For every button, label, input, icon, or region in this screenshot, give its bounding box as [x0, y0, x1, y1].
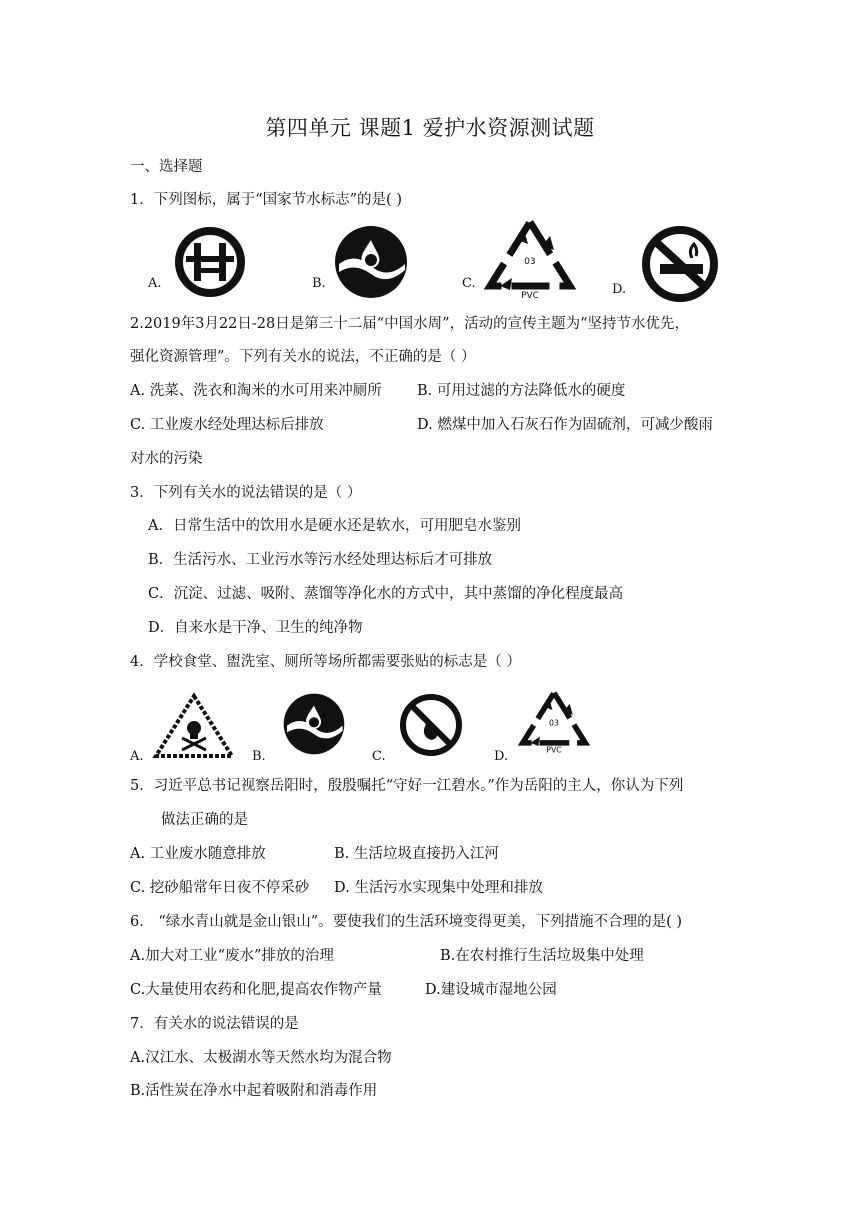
page-title: 第四单元 课题1 爱护水资源测试题 [265, 116, 595, 140]
recycle-pvc-icon [484, 216, 576, 300]
q6-option-d: D.建设城市湿地公园 [425, 982, 557, 998]
q3-option-b: B．生活污水、工业污水等污水经处理达标后才可排放 [148, 552, 493, 568]
q5-stem-line2: 做法正确的是 [161, 812, 248, 828]
q3-option-d: D．自来水是干净、卫生的纯净物 [148, 620, 363, 636]
q2-option-d-continued: 对水的污染 [130, 451, 203, 467]
q5-option-d: D. 生活污水实现集中处理和排放 [334, 880, 543, 896]
q2-option-a: A. 洗菜、洗衣和淘米的水可用来冲厕所 [130, 383, 382, 399]
national-water-saving-icon [333, 224, 409, 300]
recycle-code-label: PVC [521, 291, 539, 300]
q6-stem: 6． “绿水青山就是金山银山”。要使我们的生活环境变得更美，下列措施不合理的是( ) [130, 914, 683, 930]
q1-stem: 1．下列图标，属于“国家节水标志”的是( ) [130, 192, 402, 208]
q2-option-d: D. 燃煤中加入石灰石作为固硫剂，可减少酸雨 [417, 417, 713, 433]
q6-option-b: B.在农村推行生活垃圾集中处理 [440, 948, 644, 964]
no-smoking-icon [640, 224, 720, 304]
q7-option-a: A.汉江水、太极湖水等天然水均为混合物 [130, 1050, 392, 1066]
q2-option-b: B. 可用过滤的方法降低水的硬度 [417, 383, 626, 399]
q1-label-b: B. [312, 276, 326, 291]
no-fire-icon [398, 692, 464, 758]
q2-stem-line2: 强化资源管理”。下列有关水的说法，不正确的是（ ） [130, 349, 476, 365]
q4-label-c: C. [372, 749, 386, 764]
water-saving-circle-symbol-icon [172, 224, 248, 300]
q1-label-a: A. [148, 276, 162, 291]
q5-option-a: A. 工业废水随意排放 [130, 846, 266, 862]
national-water-saving-icon [282, 692, 346, 756]
q1-label-c: C. [462, 276, 476, 291]
toxic-warning-triangle-icon [152, 692, 236, 760]
q3-option-a: A．日常生活中的饮用水是硬水还是软水，可用肥皂水鉴别 [148, 518, 521, 534]
section-heading: 一、选择题 [130, 159, 203, 175]
recycle-number-label: 03 [549, 718, 559, 728]
q4-label-b: B. [252, 749, 266, 764]
recycle-pvc-icon [518, 686, 590, 756]
q6-option-c: C.大量使用农药和化肥,提高农作物产量 [130, 982, 382, 998]
q2-option-c: C. 工业废水经处理达标后排放 [130, 417, 324, 433]
q3-option-c: C．沉淀、过滤、吸附、蒸馏等净化水的方式中，其中蒸馏的净化程度最高 [148, 586, 624, 602]
q1-label-d: D. [612, 282, 627, 297]
q5-option-b: B. 生活垃圾直接扔入江河 [334, 846, 499, 862]
q2-stem-line1: 2.2019年3月22日-28日是第三十二届“中国水周”，活动的宣传主题为“坚持节水优先， [130, 316, 689, 332]
q5-option-c: C. 挖砂船常年日夜不停采砂 [130, 880, 310, 896]
q7-option-b: B.活性炭在净水中起着吸附和消毒作用 [130, 1083, 378, 1099]
recycle-number-label: 03 [524, 257, 536, 267]
q5-stem-line1: 5．习近平总书记视察岳阳时，殷殷嘱托“守好一江碧水。”作为岳阳的主人，你认为下列 [130, 778, 684, 794]
q7-stem: 7．有关水的说法错误的是 [130, 1016, 299, 1032]
q4-label-d: D. [494, 749, 509, 764]
q4-stem: 4．学校食堂、盥洗室、厕所等场所都需要张贴的标志是（ ） [130, 654, 521, 670]
q6-option-a: A.加大对工业“废水”排放的治理 [130, 948, 334, 964]
q3-stem: 3．下列有关水的说法错误的是（ ） [130, 485, 362, 501]
recycle-code-label: PVC [546, 745, 562, 755]
q4-label-a: A. [130, 749, 144, 764]
